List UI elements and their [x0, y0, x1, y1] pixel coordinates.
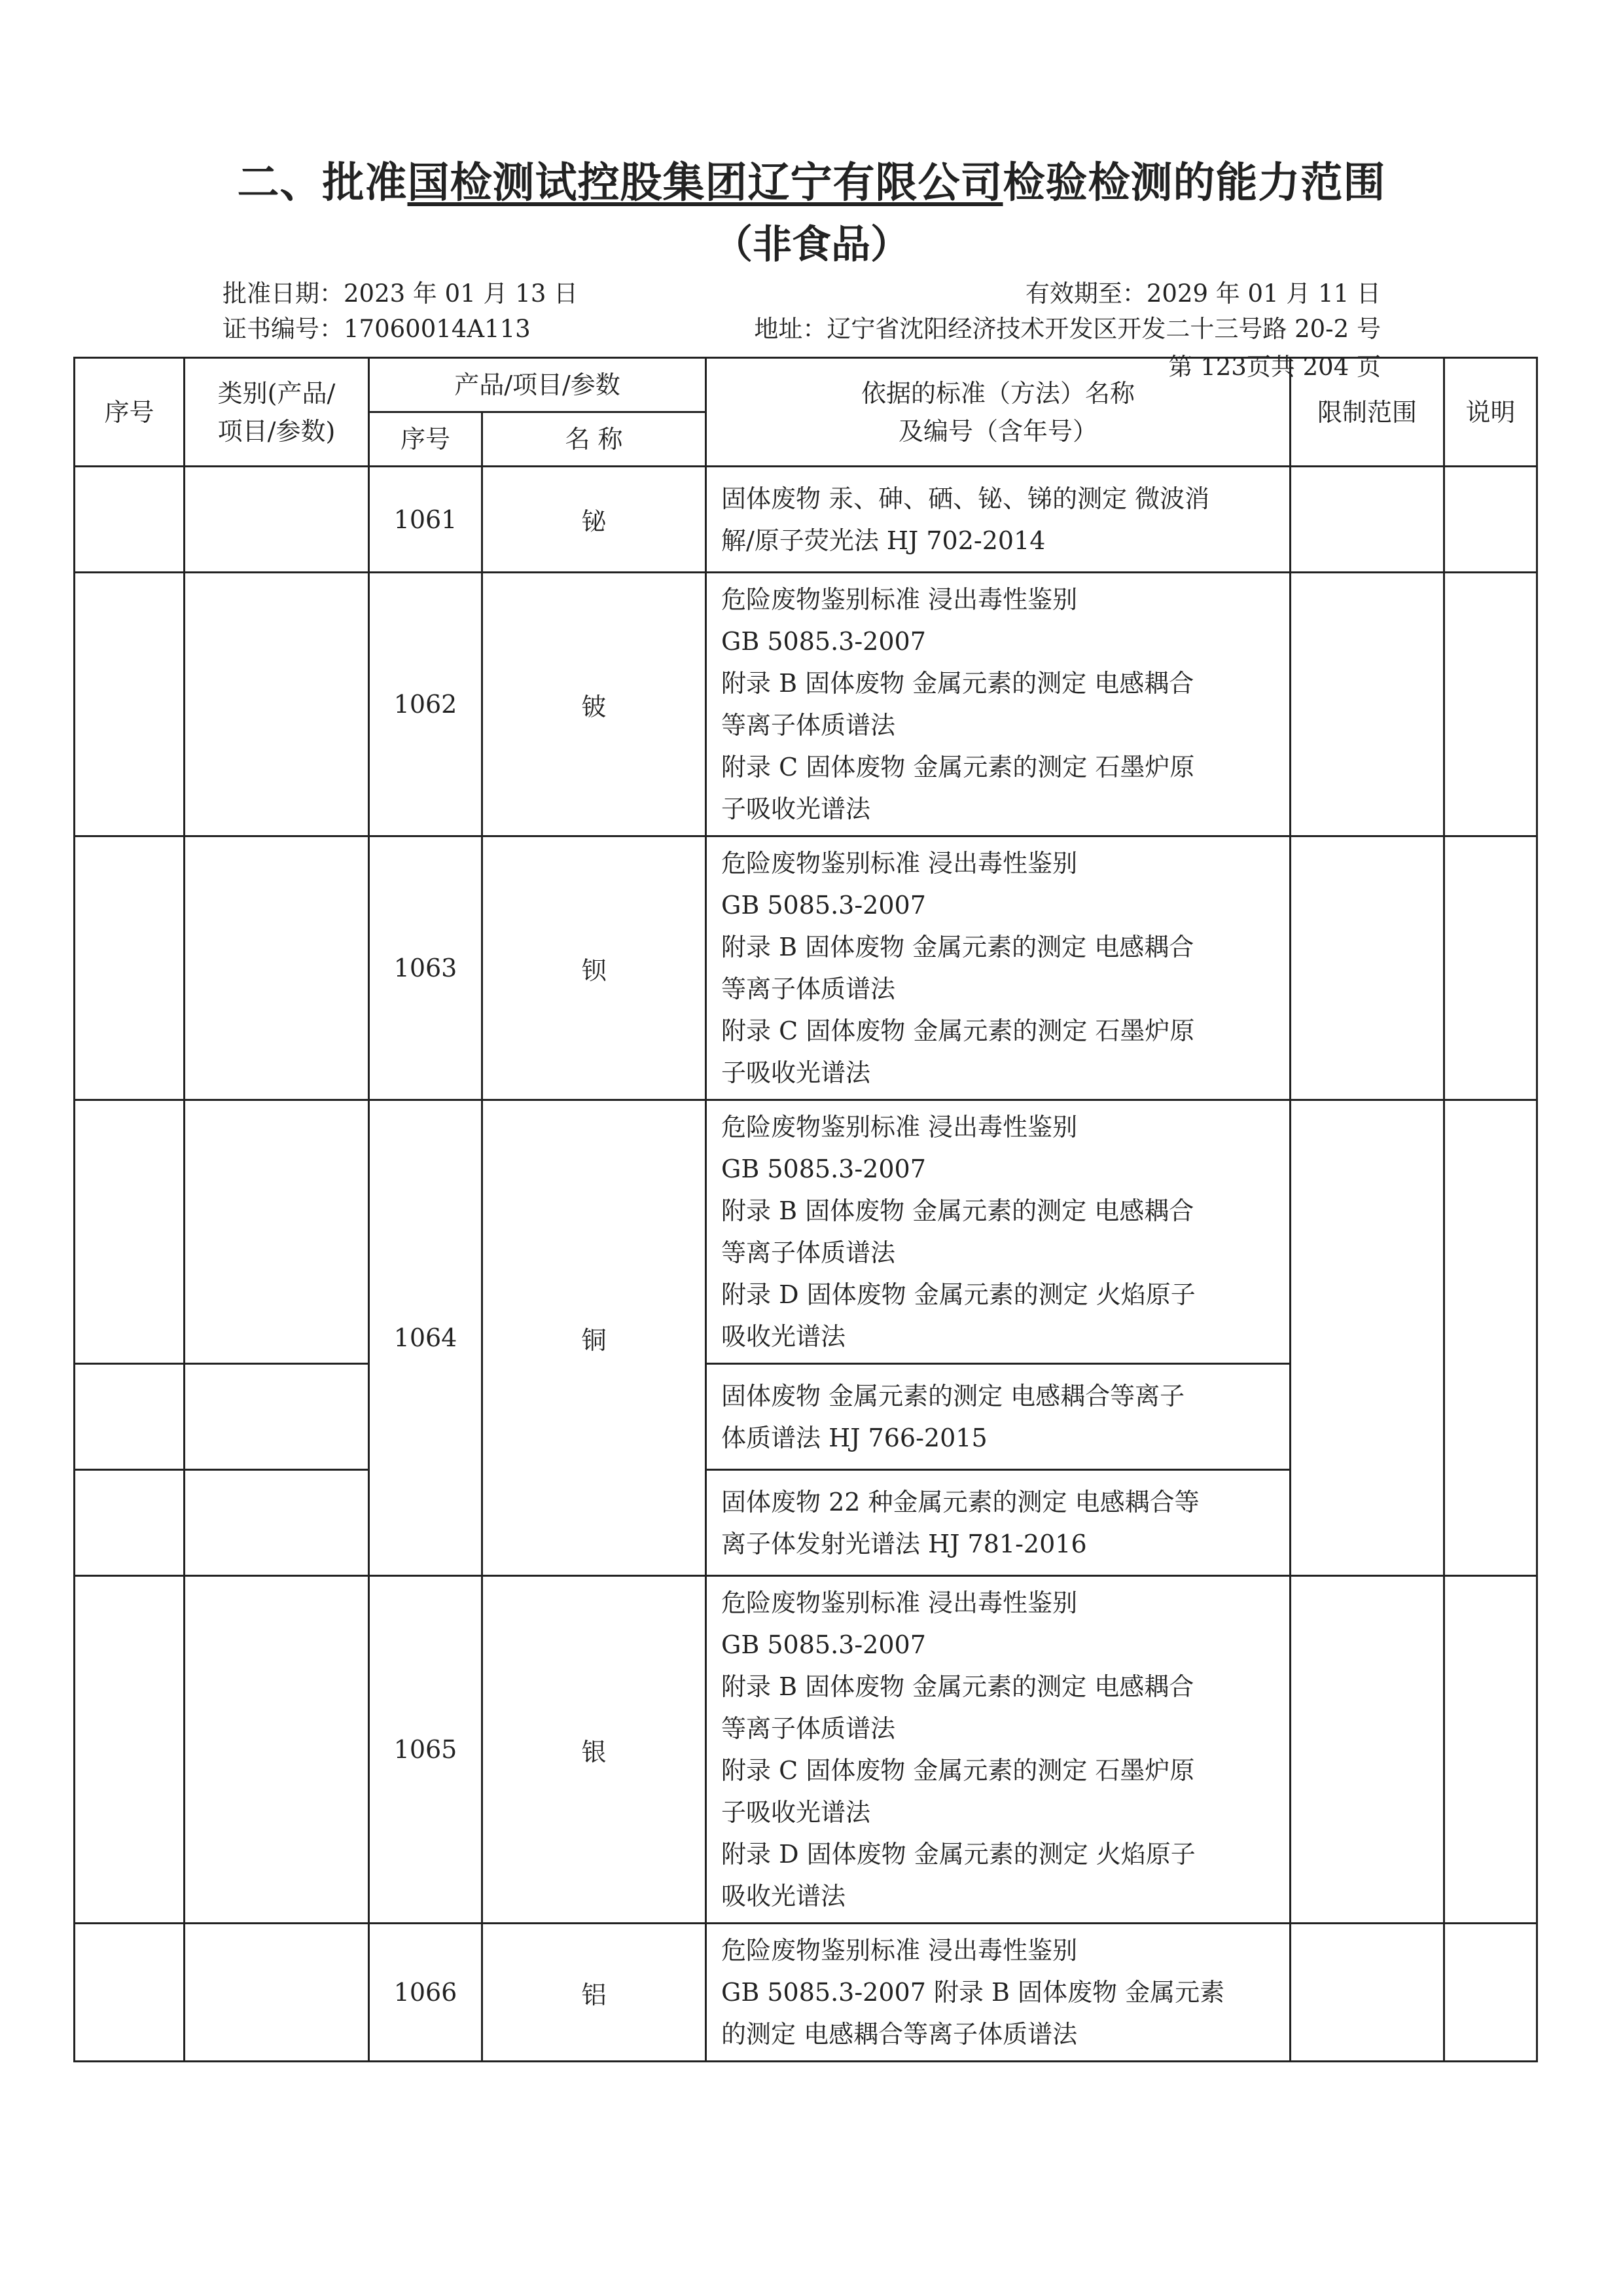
standard-line: 吸收光谱法	[721, 1322, 846, 1351]
item-number: 1061	[369, 467, 482, 573]
standard-line: 附录 C 固体废物 金属元素的测定 石墨炉原	[721, 1756, 1195, 1785]
header-standard-line2: 及编号（含年号）	[899, 416, 1098, 446]
document-subtitle: （非食品）	[713, 222, 910, 268]
limit-cell	[1291, 467, 1444, 573]
limit-cell	[1291, 1924, 1444, 2062]
standard-line: 等离子体质谱法	[721, 1714, 896, 1743]
standard-line: GB 5085.3-2007	[721, 1630, 926, 1659]
title-suffix: 检验检测的能力范围	[1003, 159, 1386, 207]
title-organization: 国检测试控股集团辽宁有限公司	[407, 159, 1003, 207]
standard-line: 危险废物鉴别标准 浸出毒性鉴别	[721, 1936, 1078, 1965]
header-standard-line1: 依据的标准（方法）名称	[861, 378, 1135, 408]
header-sub-name: 名 称	[482, 412, 706, 467]
standard-line: GB 5085.3-2007	[721, 627, 926, 656]
header-category-line1: 类别(产品/	[217, 378, 336, 408]
standard-cell	[706, 1576, 1291, 1924]
standard-line: 附录 B 固体废物 金属元素的测定 电感耦合	[721, 1672, 1194, 1701]
row-category-cell	[185, 1470, 369, 1576]
limit-cell	[1291, 836, 1444, 1100]
table-row	[75, 467, 1537, 573]
table-row	[75, 1100, 1537, 1364]
row-seq-cell	[75, 1470, 185, 1576]
standard-line: 固体废物 汞、砷、硒、铋、锑的测定 微波消	[721, 484, 1210, 513]
valid-until: 有效期至：2029 年 01 月 11 日	[1025, 279, 1381, 308]
standard-line: 子吸收光谱法	[721, 1058, 871, 1087]
note-cell	[1444, 1100, 1537, 1576]
standard-line: 附录 C 固体废物 金属元素的测定 石墨炉原	[721, 1016, 1195, 1045]
standard-line: GB 5085.3-2007	[721, 1155, 926, 1183]
note-cell	[1444, 573, 1537, 836]
note-cell	[1444, 1924, 1537, 2062]
standard-line: 危险废物鉴别标准 浸出毒性鉴别	[721, 849, 1078, 878]
table-row	[75, 1924, 1537, 2062]
standard-line: 离子体发射光谱法 HJ 781-2016	[721, 1529, 1087, 1558]
standard-cell	[706, 1364, 1291, 1470]
row-seq-cell	[75, 1924, 185, 2062]
header-product-group: 产品/项目/参数	[369, 358, 706, 412]
limit-cell	[1291, 1576, 1444, 1924]
item-number: 1063	[369, 836, 482, 1100]
standard-cell	[706, 1924, 1291, 2062]
row-category-cell	[185, 573, 369, 836]
standard-line: 危险废物鉴别标准 浸出毒性鉴别	[721, 1113, 1078, 1141]
standard-line: 危险废物鉴别标准 浸出毒性鉴别	[721, 1588, 1078, 1617]
standard-line: 的测定 电感耦合等离子体质谱法	[721, 2020, 1078, 2049]
standard-line: 吸收光谱法	[721, 1882, 846, 1910]
item-name: 铍	[482, 573, 706, 836]
item-number: 1066	[369, 1924, 482, 2062]
row-seq-cell	[75, 836, 185, 1100]
note-cell	[1444, 836, 1537, 1100]
standard-line: 附录 B 固体废物 金属元素的测定 电感耦合	[721, 933, 1194, 961]
row-seq-cell	[75, 1100, 185, 1364]
row-seq-cell	[75, 1364, 185, 1470]
row-category-cell	[185, 1364, 369, 1470]
header-limit: 限制范围	[1291, 358, 1444, 467]
item-name: 铋	[482, 467, 706, 573]
table-row	[75, 836, 1537, 1100]
standard-line: 子吸收光谱法	[721, 1798, 871, 1827]
header-seq: 序号	[75, 358, 185, 467]
row-seq-cell	[75, 1576, 185, 1924]
standard-line: 等离子体质谱法	[721, 975, 896, 1003]
standard-line: 等离子体质谱法	[721, 1238, 896, 1267]
approval-date: 批准日期：2023 年 01 月 13 日	[223, 279, 579, 308]
item-name: 铜	[482, 1100, 706, 1576]
standard-line: GB 5085.3-2007 附录 B 固体废物 金属元素	[721, 1978, 1225, 2007]
address: 地址：辽宁省沈阳经济技术开发区开发二十三号路 20-2 号	[754, 315, 1381, 343]
note-cell	[1444, 1576, 1537, 1924]
standard-line: 解/原子荧光法 HJ 702-2014	[721, 526, 1046, 555]
item-name: 铝	[482, 1924, 706, 2062]
table-row	[75, 1576, 1537, 1924]
header-note: 说明	[1444, 358, 1537, 467]
item-number: 1062	[369, 573, 482, 836]
header-standard	[706, 358, 1291, 467]
standard-line: 附录 C 固体废物 金属元素的测定 石墨炉原	[721, 753, 1195, 781]
item-number: 1064	[369, 1100, 482, 1576]
item-name: 银	[482, 1576, 706, 1924]
standard-cell	[706, 467, 1291, 573]
item-name: 钡	[482, 836, 706, 1100]
standard-line: 子吸收光谱法	[721, 795, 871, 823]
standard-cell	[706, 573, 1291, 836]
standard-line: 附录 B 固体废物 金属元素的测定 电感耦合	[721, 669, 1194, 698]
page-info: 第 123页共 204 页	[1168, 353, 1381, 381]
standard-line: 等离子体质谱法	[721, 711, 896, 740]
certificate-number: 证书编号：17060014A113	[223, 315, 531, 343]
standard-line: 体质谱法 HJ 766-2015	[721, 1423, 988, 1452]
row-category-cell	[185, 467, 369, 573]
capability-table	[73, 357, 1538, 2062]
standard-line: GB 5085.3-2007	[721, 891, 926, 920]
row-category-cell	[185, 1100, 369, 1364]
header-category	[185, 358, 369, 467]
row-seq-cell	[75, 467, 185, 573]
standard-line: 危险废物鉴别标准 浸出毒性鉴别	[721, 585, 1078, 614]
standard-line: 固体废物 金属元素的测定 电感耦合等离子	[721, 1381, 1185, 1410]
standard-line: 附录 D 固体废物 金属元素的测定 火焰原子	[721, 1840, 1196, 1869]
note-cell	[1444, 467, 1537, 573]
limit-cell	[1291, 573, 1444, 836]
row-seq-cell	[75, 573, 185, 836]
standard-cell	[706, 1470, 1291, 1576]
header-sub-seq: 序号	[369, 412, 482, 467]
item-number: 1065	[369, 1576, 482, 1924]
title-prefix: 二、批准	[237, 159, 408, 207]
standard-cell	[706, 1100, 1291, 1364]
header-category-line2: 项目/参数)	[217, 416, 336, 446]
limit-cell	[1291, 1100, 1444, 1576]
row-category-cell	[185, 1576, 369, 1924]
row-category-cell	[185, 1924, 369, 2062]
document-title	[0, 149, 1623, 209]
row-category-cell	[185, 836, 369, 1100]
standard-line: 固体废物 22 种金属元素的测定 电感耦合等	[721, 1487, 1200, 1516]
standard-line: 附录 D 固体废物 金属元素的测定 火焰原子	[721, 1280, 1196, 1309]
standard-cell	[706, 836, 1291, 1100]
table-row	[75, 573, 1537, 836]
standard-line: 附录 B 固体废物 金属元素的测定 电感耦合	[721, 1196, 1194, 1225]
